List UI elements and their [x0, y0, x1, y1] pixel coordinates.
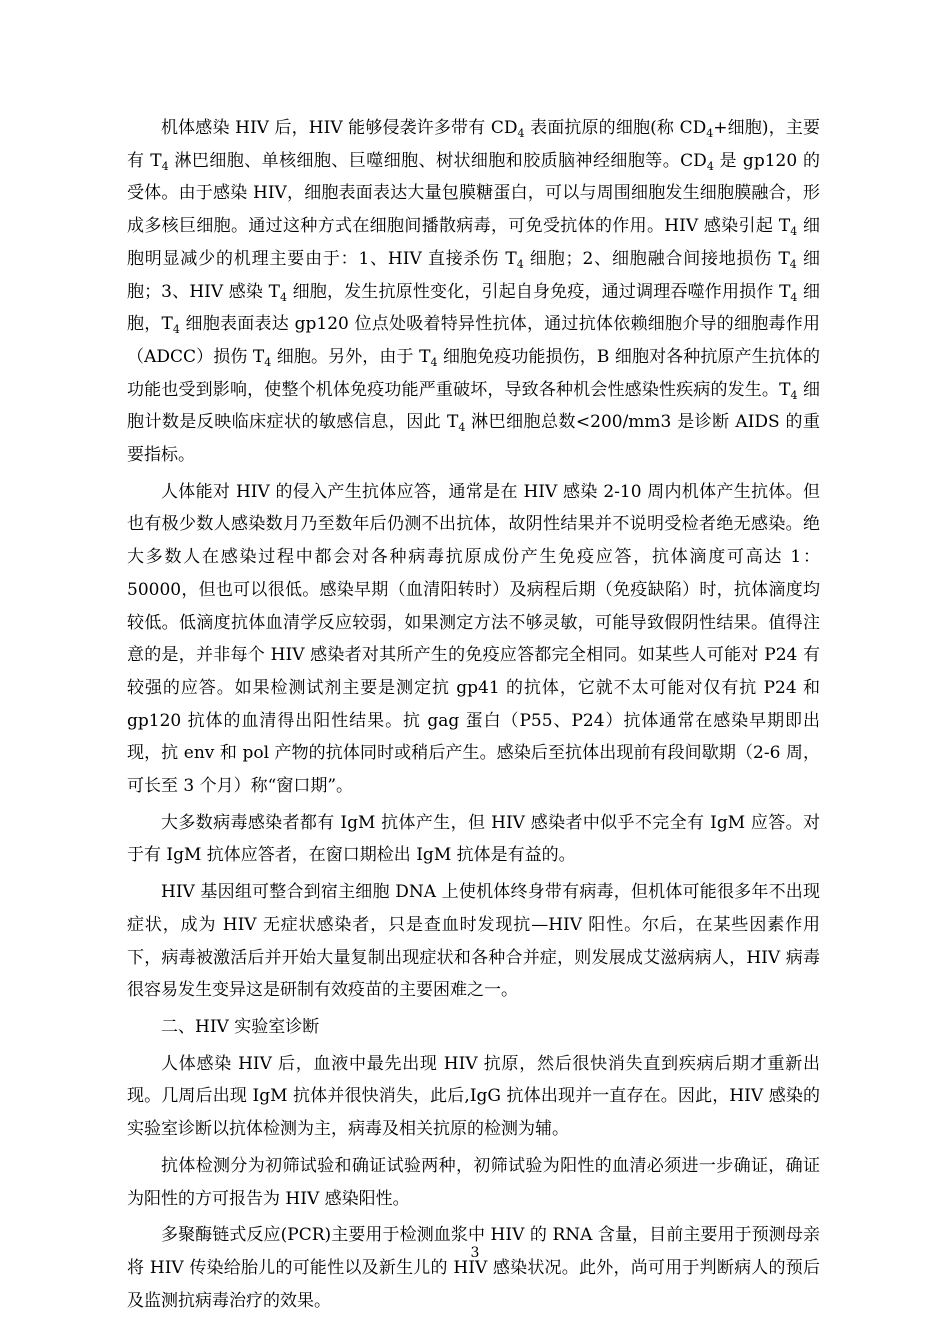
paragraph: 机体感染 HIV 后，HIV 能够侵袭许多带有 $CD_4$ 表面抗原的细胞(称 $CD_4+$细胞)，主要有 $T_4$ 淋巴细胞、单核细胞、巨噬细胞、树状细胞和胶质脑神经细胞等。$CD_4$ 是 gp120 的受体。由于感染 HIV，细胞表面表达大量包膜糖蛋白，可以与周围细胞发生细胞膜融合，形成多核巨细胞。通过这种方式在细胞间播散病毒，可免受抗体的作用。HIV 感染引起 $T_4$ 细胞明显减少的机理主要由于：1、HIV 直接杀伤 $T_4$ 细胞；2、细胞融合间接地损伤 $T_4$ 细胞；3、HIV 感染 $T_4$ 细胞，发生抗原性变化，引起自身免疫，通过调理吞噬作用损作 $T_4$ 细胞，$T_4$ 细胞表面表达 gp120 位点处吸着特异性抗体，通过抗体依赖细胞介导的细胞毒作用（ADCC）损伤 $T_4$ 细胞。另外，由于 $T_4$ 细胞免疫功能损伤，B 细胞对各种抗原产生抗体的功能也受到影响，使整个机体免疫功能严重破坏，导致各种机会性感染性疾病的发生。$T_4$ 细胞计数是反映临床症状的敏感信息，因此 $T_4$ 淋巴细胞总数<200/mm3 是诊断 AIDS 的重要指标。 — [127, 118, 821, 466]
subscript: 4 — [790, 388, 798, 402]
subscript: 4 — [172, 323, 180, 337]
page-number: 3 — [470, 1245, 480, 1261]
subscript: 4 — [430, 355, 438, 369]
subscript: 4 — [790, 225, 798, 239]
body-text — [127, 112, 820, 1321]
paragraph: 大多数病毒感染者都有 IgM 抗体产生，但 HIV 感染者中似乎不完全有 IgM 应答。对于有 IgM 抗体应答者，在窗口期检出 IgM 抗体是有益的。 — [127, 812, 820, 866]
subscript: 4 — [706, 127, 714, 140]
paragraph: 多聚酶链式反应(PCR)主要用于检测血浆中 HIV 的 RNA 含量，目前主要用于预测母亲将 HIV 传染给胎儿的可能性以及新生儿的 HIV 感染状况。此外，尚可用于判断病人的预后及监测抗病毒治疗的效果。 — [127, 1225, 820, 1311]
subscript: 4 — [280, 290, 288, 304]
paragraph: 人体感染 HIV 后，血液中最先出现 HIV 抗原，然后很快消失直到疾病后期才重新出现。几周后出现 IgM 抗体并很快消失，此后,IgG 抗体出现并一直存在。因此，HIV 感染的实验室诊断以抗体检测为主，病毒及相关抗原的检测为辅。 — [127, 1053, 820, 1140]
subscript: 4 — [789, 257, 797, 271]
subscript: 4 — [790, 290, 798, 304]
section-heading: 二、HIV 实验室诊断 — [161, 1016, 320, 1037]
paragraph: 人体能对 HIV 的侵入产生抗体应答，通常是在 HIV 感染 2-10 周内机体产生抗体。但也有极少数人感染数月乃至数年后仍测不出抗体，故阴性结果并不说明受检者绝无感染。绝大多数人在感染过程中都会对各种病毒抗原成份产生免疫应答，抗体滴度可高达 1：50000，但也可以很低。感染早期（血清阳转时）及病程后期（免疫缺陷）时，抗体滴度均较低。低滴度抗体血清学反应较弱，如果测定方法不够灵敏，可能导致假阴性结果。值得注意的是，并非每个 HIV 感染者对其所产生的免疫应答都完全相同。如某些人可能对 P24 有较强的应答。如果检测试剂主要是测定抗 gp41 的抗体，它就不太可能对仅有抗 P24 和 gp120 抗体的血清得出阳性结果。抗 gag 蛋白（P55、P24）抗体通常在感染早期即出现，抗 env 和 pol 产物的抗体同时或稍后产生。感染后至抗体出现前有段间歇期（2-6 周，可长至 3 个月）称“窗口期”。 — [127, 481, 820, 797]
subscript: 4 — [516, 257, 524, 271]
subscript: 4 — [264, 355, 272, 369]
subscript: 4 — [517, 127, 525, 140]
paragraph: 抗体检测分为初筛试验和确证试验两种，初筛试验为阳性的血清必须进一步确证，确证为阳性的方可报告为 HIV 感染阳性。 — [127, 1155, 820, 1209]
subscript: 4 — [706, 159, 714, 173]
paragraph: HIV 基因组可整合到宿主细胞 DNA 上使机体终身带有病毒，但机体可能很多年不出现症状，成为 HIV 无症状感染者，只是查血时发现抗—HIV 阳性。尔后，在某些因素作用下，病毒被激活后并开始大量复制出现症状和各种合并症，则发展成艾滋病病人，HIV 病毒很容易发生变异这是研制有效疫苗的主要困难之一。 — [127, 882, 820, 1001]
subscript: 4 — [161, 159, 169, 173]
subscript: 4 — [458, 421, 466, 435]
